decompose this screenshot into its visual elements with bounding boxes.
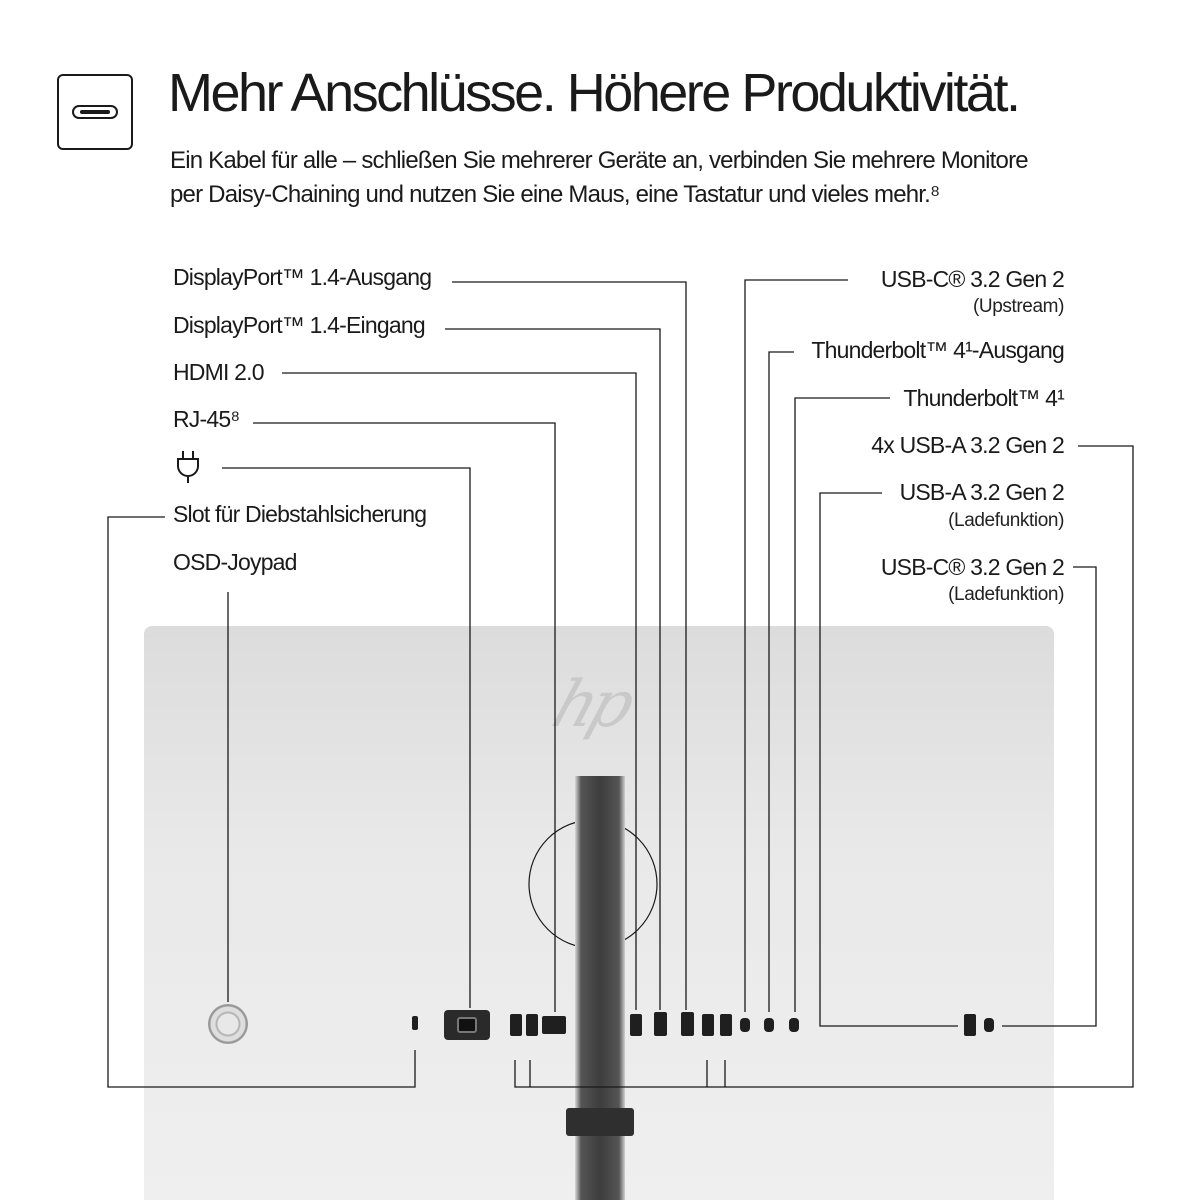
label-lock-slot: Slot für Diebstahlsicherung <box>173 501 427 527</box>
label-usba-charge: USB-A 3.2 Gen 2 <box>899 479 1064 505</box>
line-4x-usba <box>515 446 1133 1087</box>
label-usbc-charge: USB-C® 3.2 Gen 2 <box>880 554 1064 580</box>
line-dp-in <box>445 329 660 1010</box>
label-hdmi: HDMI 2.0 <box>173 359 264 385</box>
line-dp-out <box>452 282 686 1010</box>
label-thunderbolt: Thunderbolt™ 4¹ <box>903 385 1064 411</box>
line-tb-out <box>769 352 794 1012</box>
line-usba-charge <box>820 493 958 1026</box>
line-tb <box>795 398 890 1012</box>
subtitle-line-1: Ein Kabel für alle – schließen Sie mehrerer Geräte an, verbinden Sie mehrere Monitore <box>170 147 1028 174</box>
label-usbc-upstream: USB-C® 3.2 Gen 2 <box>880 266 1064 292</box>
line-usbc-charge <box>1002 567 1096 1026</box>
label-displayport-in: DisplayPort™ 1.4-Eingang <box>173 312 425 338</box>
hp-logo: hp <box>543 668 639 742</box>
label-rj45: RJ-45⁸ <box>173 406 240 432</box>
label-usba-charge-note: (Ladefunktion) <box>948 510 1064 531</box>
line-rj45 <box>253 423 555 1012</box>
page-title: Mehr Anschlüsse. Höhere Produktivität. <box>168 63 1019 123</box>
label-usbc-upstream-note: (Upstream) <box>972 296 1064 317</box>
label-displayport-out: DisplayPort™ 1.4-Ausgang <box>173 264 432 290</box>
label-4x-usba: 4x USB-A 3.2 Gen 2 <box>871 432 1064 458</box>
label-usbc-charge-note: (Ladefunktion) <box>948 584 1064 605</box>
subtitle-line-2: per Daisy-Chaining und nutzen Sie eine Maus, eine Tastatur und vieles mehr.⁸ <box>170 181 940 208</box>
label-thunderbolt-out: Thunderbolt™ 4¹-Ausgang <box>811 337 1064 363</box>
line-power <box>222 468 470 1008</box>
label-osd-joypad: OSD-Joypad <box>173 549 297 575</box>
line-usbc-up <box>745 280 848 1012</box>
line-lock <box>108 517 415 1087</box>
